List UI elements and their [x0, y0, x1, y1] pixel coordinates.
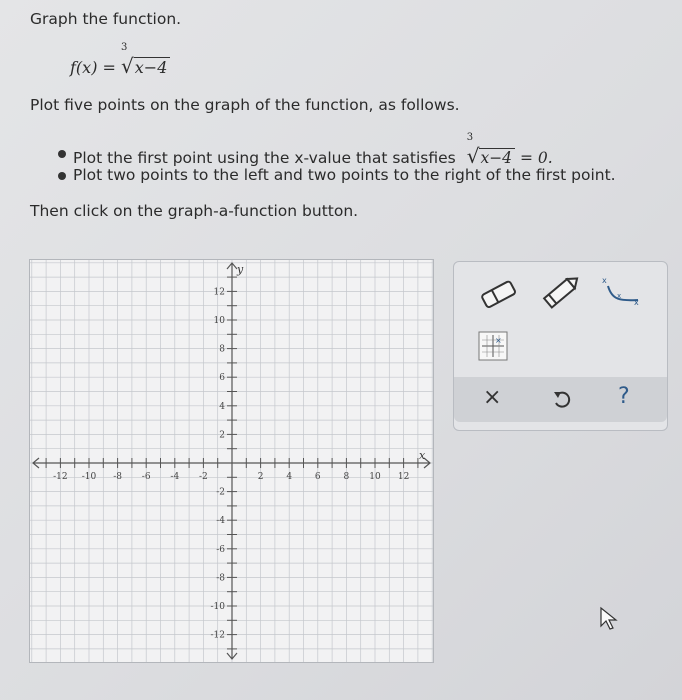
x-tick-label: -8 — [113, 472, 122, 482]
x-tick-label: -10 — [81, 472, 97, 482]
y-tick-label: -4 — [216, 516, 225, 527]
y-tick-label: -6 — [216, 544, 225, 555]
cube-root-inline: 3 √x−4 — [467, 144, 515, 168]
x-tick-label: 4 — [286, 472, 293, 482]
y-tick-label: 2 — [219, 430, 225, 441]
x-tick-label: -6 — [141, 472, 151, 482]
coordinate-graph[interactable] — [29, 259, 434, 663]
y-tick-label: 4 — [219, 401, 225, 412]
bullet-dot — [58, 172, 66, 180]
svg-text:x: x — [617, 292, 622, 300]
graph-tool-panel — [453, 261, 668, 431]
radicand: x−4 — [134, 57, 171, 77]
svg-text:x: x — [634, 298, 639, 307]
cube-root: 3 √x−4 — [121, 54, 170, 78]
x-tick-label: -2 — [199, 472, 208, 482]
y-tick-label: -8 — [216, 573, 225, 584]
bullet-dot — [58, 150, 66, 158]
x-axis-label: x — [419, 449, 426, 462]
prompt-title: Graph the function. — [30, 10, 182, 28]
root-index-inline: 3 — [466, 132, 474, 143]
radicand-inline: x−4 — [479, 148, 515, 167]
help-button[interactable]: ? — [618, 384, 630, 409]
x-tick-label: 6 — [314, 472, 321, 482]
point-table-icon[interactable] — [478, 331, 508, 361]
bullet-1-equation: = 0. — [519, 149, 553, 167]
svg-text:×: × — [495, 336, 502, 345]
y-tick-label: 6 — [219, 373, 225, 384]
y-tick-label: -10 — [210, 602, 225, 612]
bullet-1 — [73, 132, 553, 168]
x-tick-label: 2 — [257, 472, 264, 482]
y-tick-label: -2 — [216, 487, 225, 498]
x-tick-label: 10 — [369, 472, 381, 482]
y-axis-label: y — [237, 263, 244, 276]
y-tick-label: 10 — [213, 316, 225, 326]
root-index: 3 — [121, 42, 128, 53]
mouse-cursor-icon — [598, 606, 620, 632]
x-tick-label: 12 — [397, 472, 410, 482]
pencil-icon[interactable] — [538, 274, 584, 310]
x-tick-label: -4 — [170, 472, 180, 482]
y-tick-label: 8 — [219, 344, 225, 355]
svg-text:x: x — [602, 276, 607, 285]
function-formula — [70, 42, 170, 78]
y-tick-label: -12 — [210, 630, 225, 641]
x-tick-label: -12 — [53, 472, 68, 482]
function-lhs: f(x) = — [70, 58, 116, 77]
tool-action-bar — [454, 377, 667, 422]
clear-button[interactable]: × — [483, 385, 502, 410]
bullet-2: Plot two points to the left and two points to the right of the first point. — [73, 166, 616, 184]
bullet-1-text: Plot the first point using the x-value that satisfies — [73, 149, 456, 167]
undo-icon[interactable] — [551, 389, 573, 411]
y-tick-label: 12 — [213, 287, 225, 298]
graph-function-icon[interactable] — [598, 274, 648, 308]
then-instruction: Then click on the graph-a-function button. — [30, 202, 359, 220]
x-tick-label: 8 — [343, 472, 350, 482]
instruction-text: Plot five points on the graph of the function, as follows. — [30, 96, 460, 114]
eraser-icon[interactable] — [476, 278, 522, 308]
